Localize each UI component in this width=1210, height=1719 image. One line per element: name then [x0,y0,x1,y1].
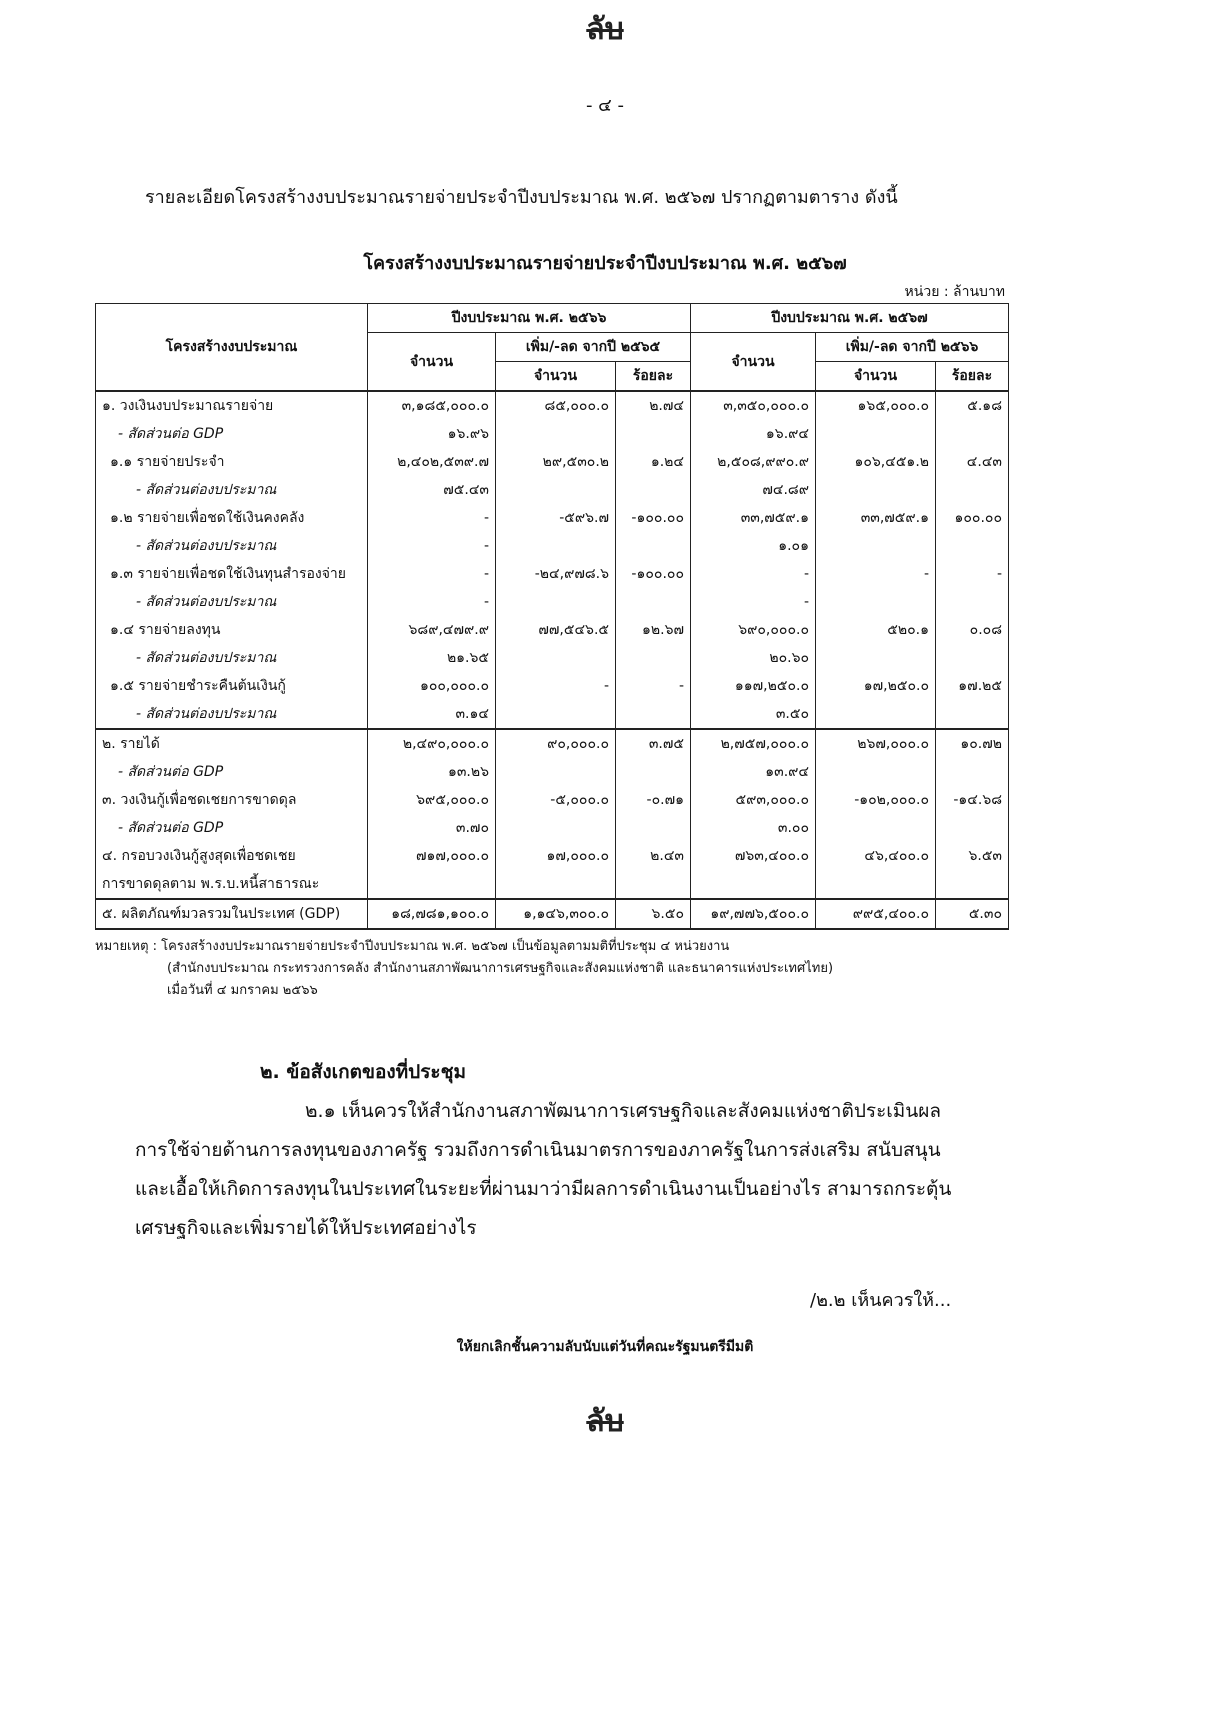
cell-value: ๔๖,๔๐๐.๐ [816,842,936,870]
table-row [96,700,1009,729]
cell-value: ๒.๔๓ [616,842,691,870]
cell-value: ๑๑๗,๒๕๐.๐ [691,672,816,700]
declassification-footer: ให้ยกเลิกชั้นความลับนับแต่วันที่คณะรัฐมนตรีมีมติ [456,1339,754,1355]
cell-value [936,644,1009,672]
cell-value: - [936,560,1009,588]
cell-value: -๑๐๐.๐๐ [616,504,691,532]
cell-value [936,476,1009,504]
cell-value: ๙๙๕,๔๐๐.๐ [816,899,936,929]
paragraph-line: การใช้จ่ายด้านการลงทุนของภาครัฐ รวมถึงการดำเนินมาตรการของภาครัฐในการส่งเสริม สนับสนุน [135,1139,941,1161]
cell-value: ๗๕.๔๓ [368,476,496,504]
cell-value: ๓.๕๐ [691,700,816,729]
table-row [96,672,1009,700]
cell-value [816,588,936,616]
cell-value [496,420,616,448]
cell-value [616,532,691,560]
cell-value: ๕.๑๘ [936,391,1009,420]
cell-value [816,814,936,842]
header-change-amount: จำนวน [496,362,616,392]
cell-value [936,588,1009,616]
header-fy2566: ปีงบประมาณ พ.ศ. ๒๕๖๖ [368,304,691,333]
cell-value: ๓๓,๗๕๙.๑ [691,504,816,532]
cell-value: - [816,560,936,588]
cell-value: ๓,๑๘๕,๐๐๐.๐ [368,391,496,420]
cell-value: ๑๗,๒๕๐.๐ [816,672,936,700]
cell-value [616,870,691,899]
cell-value: -๑๔.๖๘ [936,786,1009,814]
intro-text: รายละเอียดโครงสร้างงบประมาณรายจ่ายประจำปีงบประมาณ พ.ศ. ๒๕๖๗ ปรากฏตามตาราง ดังนี้ [145,187,898,208]
cell-value: ๒,๔๐๒,๕๓๙.๗ [368,448,496,476]
cell-value: ๗๑๗,๐๐๐.๐ [368,842,496,870]
cell-value: ๓.๐๐ [691,814,816,842]
row-label: ๕. ผลิตภัณฑ์มวลรวมในประเทศ (GDP) [96,899,368,929]
header-change-2565: เพิ่ม/-ลด จากปี ๒๕๖๕ [496,333,691,362]
cell-value: ๓๓,๗๕๙.๑ [816,504,936,532]
cell-value: - [616,672,691,700]
stamp-text: ลับ [586,12,624,47]
cell-value [691,870,816,899]
cell-value [616,700,691,729]
row-label: ๑.๒ รายจ่ายเพื่อชดใช้เงินคงคลัง [96,504,368,532]
row-label: - สัดส่วนต่อ GDP [96,814,368,842]
cell-value [936,420,1009,448]
cell-value: ๒,๕๐๘,๙๙๐.๙ [691,448,816,476]
cell-value: ๓.๗๕ [616,729,691,758]
row-label: - สัดส่วนต่อ GDP [96,420,368,448]
row-label: - สัดส่วนต่องบประมาณ [96,476,368,504]
header-amount-2566: จำนวน [368,333,496,392]
header-change-percent: ร้อยละ [616,362,691,392]
cell-value [496,476,616,504]
cell-value: - [691,560,816,588]
cell-value: ๑๗.๒๕ [936,672,1009,700]
table-row [96,644,1009,672]
cell-value [816,758,936,786]
cell-value: ๑๓.๙๔ [691,758,816,786]
cell-value: ๕.๓๐ [936,899,1009,929]
cell-value: -๕๙๖.๗ [496,504,616,532]
table-row [96,588,1009,616]
table-row [96,448,1009,476]
cell-value: - [368,504,496,532]
cell-value [816,644,936,672]
note-line: หมายเหตุ : โครงสร้างงบประมาณรายจ่ายประจำปีงบประมาณ พ.ศ. ๒๕๖๗ เป็นข้อมูลตามมติที่ประชุม ๔ หน่วยงาน [95,939,730,954]
table-row [96,504,1009,532]
cell-value [936,700,1009,729]
row-label: - สัดส่วนต่องบประมาณ [96,588,368,616]
cell-value [816,476,936,504]
cell-value: ๙๐,๐๐๐.๐ [496,729,616,758]
classification-stamp-bottom [0,1398,1210,1465]
header-change-amount: จำนวน [816,362,936,392]
cell-value: ๑๐.๗๒ [936,729,1009,758]
cell-value: ๖๘๙,๔๗๙.๙ [368,616,496,644]
cell-value: ๑๙,๗๗๖,๕๐๐.๐ [691,899,816,929]
cell-value [496,644,616,672]
table-row [96,786,1009,814]
cell-value: ๑๒.๖๗ [616,616,691,644]
paragraph-line: เศรษฐกิจและเพิ่มรายได้ให้ประเทศอย่างไร [135,1217,477,1239]
cell-value: -๑๐๒,๐๐๐.๐ [816,786,936,814]
paragraph-line: และเอื้อให้เกิดการลงทุนในประเทศในระยะที่ผ่านมาว่ามีผลการดำเนินงานเป็นอย่างไร สามารถกระตุ้น [135,1178,952,1200]
cell-value: ๗๗,๕๔๖.๕ [496,616,616,644]
cell-value: ๘๕,๐๐๐.๐ [496,391,616,420]
row-label: ๒. รายได้ [96,729,368,758]
cell-value [936,758,1009,786]
row-label: ๔. กรอบวงเงินกู้สูงสุดเพื่อชดเชย [96,842,368,870]
cell-value: - [691,588,816,616]
cell-value: ๓.๑๔ [368,700,496,729]
cell-value [936,870,1009,899]
cell-value [936,532,1009,560]
cell-value [496,532,616,560]
page-number: - ๔ - [585,95,625,116]
cell-value: -๐.๗๑ [616,786,691,814]
row-label: ๑.๑ รายจ่ายประจำ [96,448,368,476]
row-label: ๑.๓ รายจ่ายเพื่อชดใช้เงินทุนสำรองจ่าย [96,560,368,588]
table-note [95,936,1008,1002]
cell-value [496,814,616,842]
cell-value: -๕,๐๐๐.๐ [496,786,616,814]
cell-value: - [496,672,616,700]
row-label: การขาดดุลตาม พ.ร.บ.หนี้สาธารณะ [96,870,368,899]
cell-value [616,476,691,504]
cell-value: ๑๐๐,๐๐๐.๐ [368,672,496,700]
cell-value [816,420,936,448]
cell-value: ๑๖.๙๔ [691,420,816,448]
cell-value [616,758,691,786]
continuation-text: /๒.๒ เห็นควรให้... [810,1290,952,1311]
cell-value: ๖.๕๓ [936,842,1009,870]
cell-value: ๖.๕๐ [616,899,691,929]
table-row [96,476,1009,504]
cell-value [616,588,691,616]
cell-value: ๗๔.๘๙ [691,476,816,504]
table-row [96,729,1009,758]
table-row [96,814,1009,842]
cell-value: ๒๖๗,๐๐๐.๐ [816,729,936,758]
cell-value [616,420,691,448]
cell-value [496,758,616,786]
row-label: ๓. วงเงินกู้เพื่อชดเชยการขาดดุล [96,786,368,814]
cell-value: ๖๙๐,๐๐๐.๐ [691,616,816,644]
cell-value: ๑.๒๔ [616,448,691,476]
cell-value: -๒๔,๙๗๘.๖ [496,560,616,588]
header-fy2567: ปีงบประมาณ พ.ศ. ๒๕๖๗ [691,304,1009,333]
cell-value: - [368,588,496,616]
note-line: (สำนักงบประมาณ กระทรวงการคลัง สำนักงานสภาพัฒนาการเศรษฐกิจและสังคมแห่งชาติ และธนาคารแห่งประเทศไทย) [167,961,834,976]
cell-value [496,700,616,729]
header-change-2566: เพิ่ม/-ลด จากปี ๒๕๖๖ [816,333,1009,362]
cell-value: ๒๐.๖๐ [691,644,816,672]
cell-value: ๑๖๕,๐๐๐.๐ [816,391,936,420]
classification-stamp-top [0,0,1210,53]
cell-value: ๒๑.๖๕ [368,644,496,672]
cell-value: ๑๐๐.๐๐ [936,504,1009,532]
cell-value: ๑๗,๐๐๐.๐ [496,842,616,870]
row-label: - สัดส่วนต่องบประมาณ [96,644,368,672]
cell-value: ๓,๓๕๐,๐๐๐.๐ [691,391,816,420]
cell-value: ๒๙,๕๓๐.๒ [496,448,616,476]
budget-structure-table [95,303,1009,930]
paragraph-line: ๒.๑ เห็นควรให้สำนักงานสภาพัฒนาการเศรษฐกิจและสังคมแห่งชาติประเมินผล [305,1100,942,1122]
cell-value [936,814,1009,842]
cell-value: - [368,560,496,588]
unit-label: หน่วย : ล้านบาท [904,284,1005,300]
cell-value [368,870,496,899]
table-row [96,899,1009,929]
header-structure: โครงสร้างงบประมาณ [96,304,368,392]
row-label: - สัดส่วนต่องบประมาณ [96,700,368,729]
cell-value: ๗๖๓,๔๐๐.๐ [691,842,816,870]
cell-value: - [368,532,496,560]
header-amount-2567: จำนวน [691,333,816,392]
cell-value: ๑๖.๙๖ [368,420,496,448]
table-row [96,560,1009,588]
cell-value: ๕๒๐.๑ [816,616,936,644]
row-label: ๑.๔ รายจ่ายลงทุน [96,616,368,644]
cell-value [616,644,691,672]
cell-value: -๑๐๐.๐๐ [616,560,691,588]
table-row [96,842,1009,870]
cell-value: ๓.๗๐ [368,814,496,842]
header-change-percent: ร้อยละ [936,362,1009,392]
cell-value [816,532,936,560]
table-body [96,391,1009,929]
cell-value: ๕๙๓,๐๐๐.๐ [691,786,816,814]
table-row [96,870,1009,899]
section-paragraph [135,1092,955,1248]
row-label: - สัดส่วนต่องบประมาณ [96,532,368,560]
cell-value: ๐.๐๘ [936,616,1009,644]
table-row [96,758,1009,786]
cell-value: ๑.๐๑ [691,532,816,560]
cell-value [616,814,691,842]
cell-value: ๒.๗๔ [616,391,691,420]
cell-value [496,870,616,899]
stamp-text: ลับ [586,1404,624,1439]
row-label: - สัดส่วนต่อ GDP [96,758,368,786]
table-row [96,532,1009,560]
cell-value [816,870,936,899]
cell-value [496,588,616,616]
cell-value: ๒,๗๕๗,๐๐๐.๐ [691,729,816,758]
table-row [96,616,1009,644]
table-row [96,391,1009,420]
table-title: โครงสร้างงบประมาณรายจ่ายประจำปีงบประมาณ พ.ศ. ๒๕๖๗ [363,253,847,274]
table-row [96,420,1009,448]
cell-value [816,700,936,729]
cell-value: ๒,๔๙๐,๐๐๐.๐ [368,729,496,758]
note-line: เมื่อวันที่ ๔ มกราคม ๒๕๖๖ [167,983,318,998]
section-heading: ๒. ข้อสังเกตของที่ประชุม [260,1061,467,1083]
cell-value: ๖๙๕,๐๐๐.๐ [368,786,496,814]
cell-value: ๑,๑๔๖,๓๐๐.๐ [496,899,616,929]
cell-value: ๑๐๖,๔๕๑.๒ [816,448,936,476]
row-label: ๑.๕ รายจ่ายชำระคืนต้นเงินกู้ [96,672,368,700]
row-label: ๑. วงเงินงบประมาณรายจ่าย [96,391,368,420]
cell-value: ๑๓.๒๖ [368,758,496,786]
cell-value: ๑๘,๗๘๑,๑๐๐.๐ [368,899,496,929]
cell-value: ๔.๔๓ [936,448,1009,476]
